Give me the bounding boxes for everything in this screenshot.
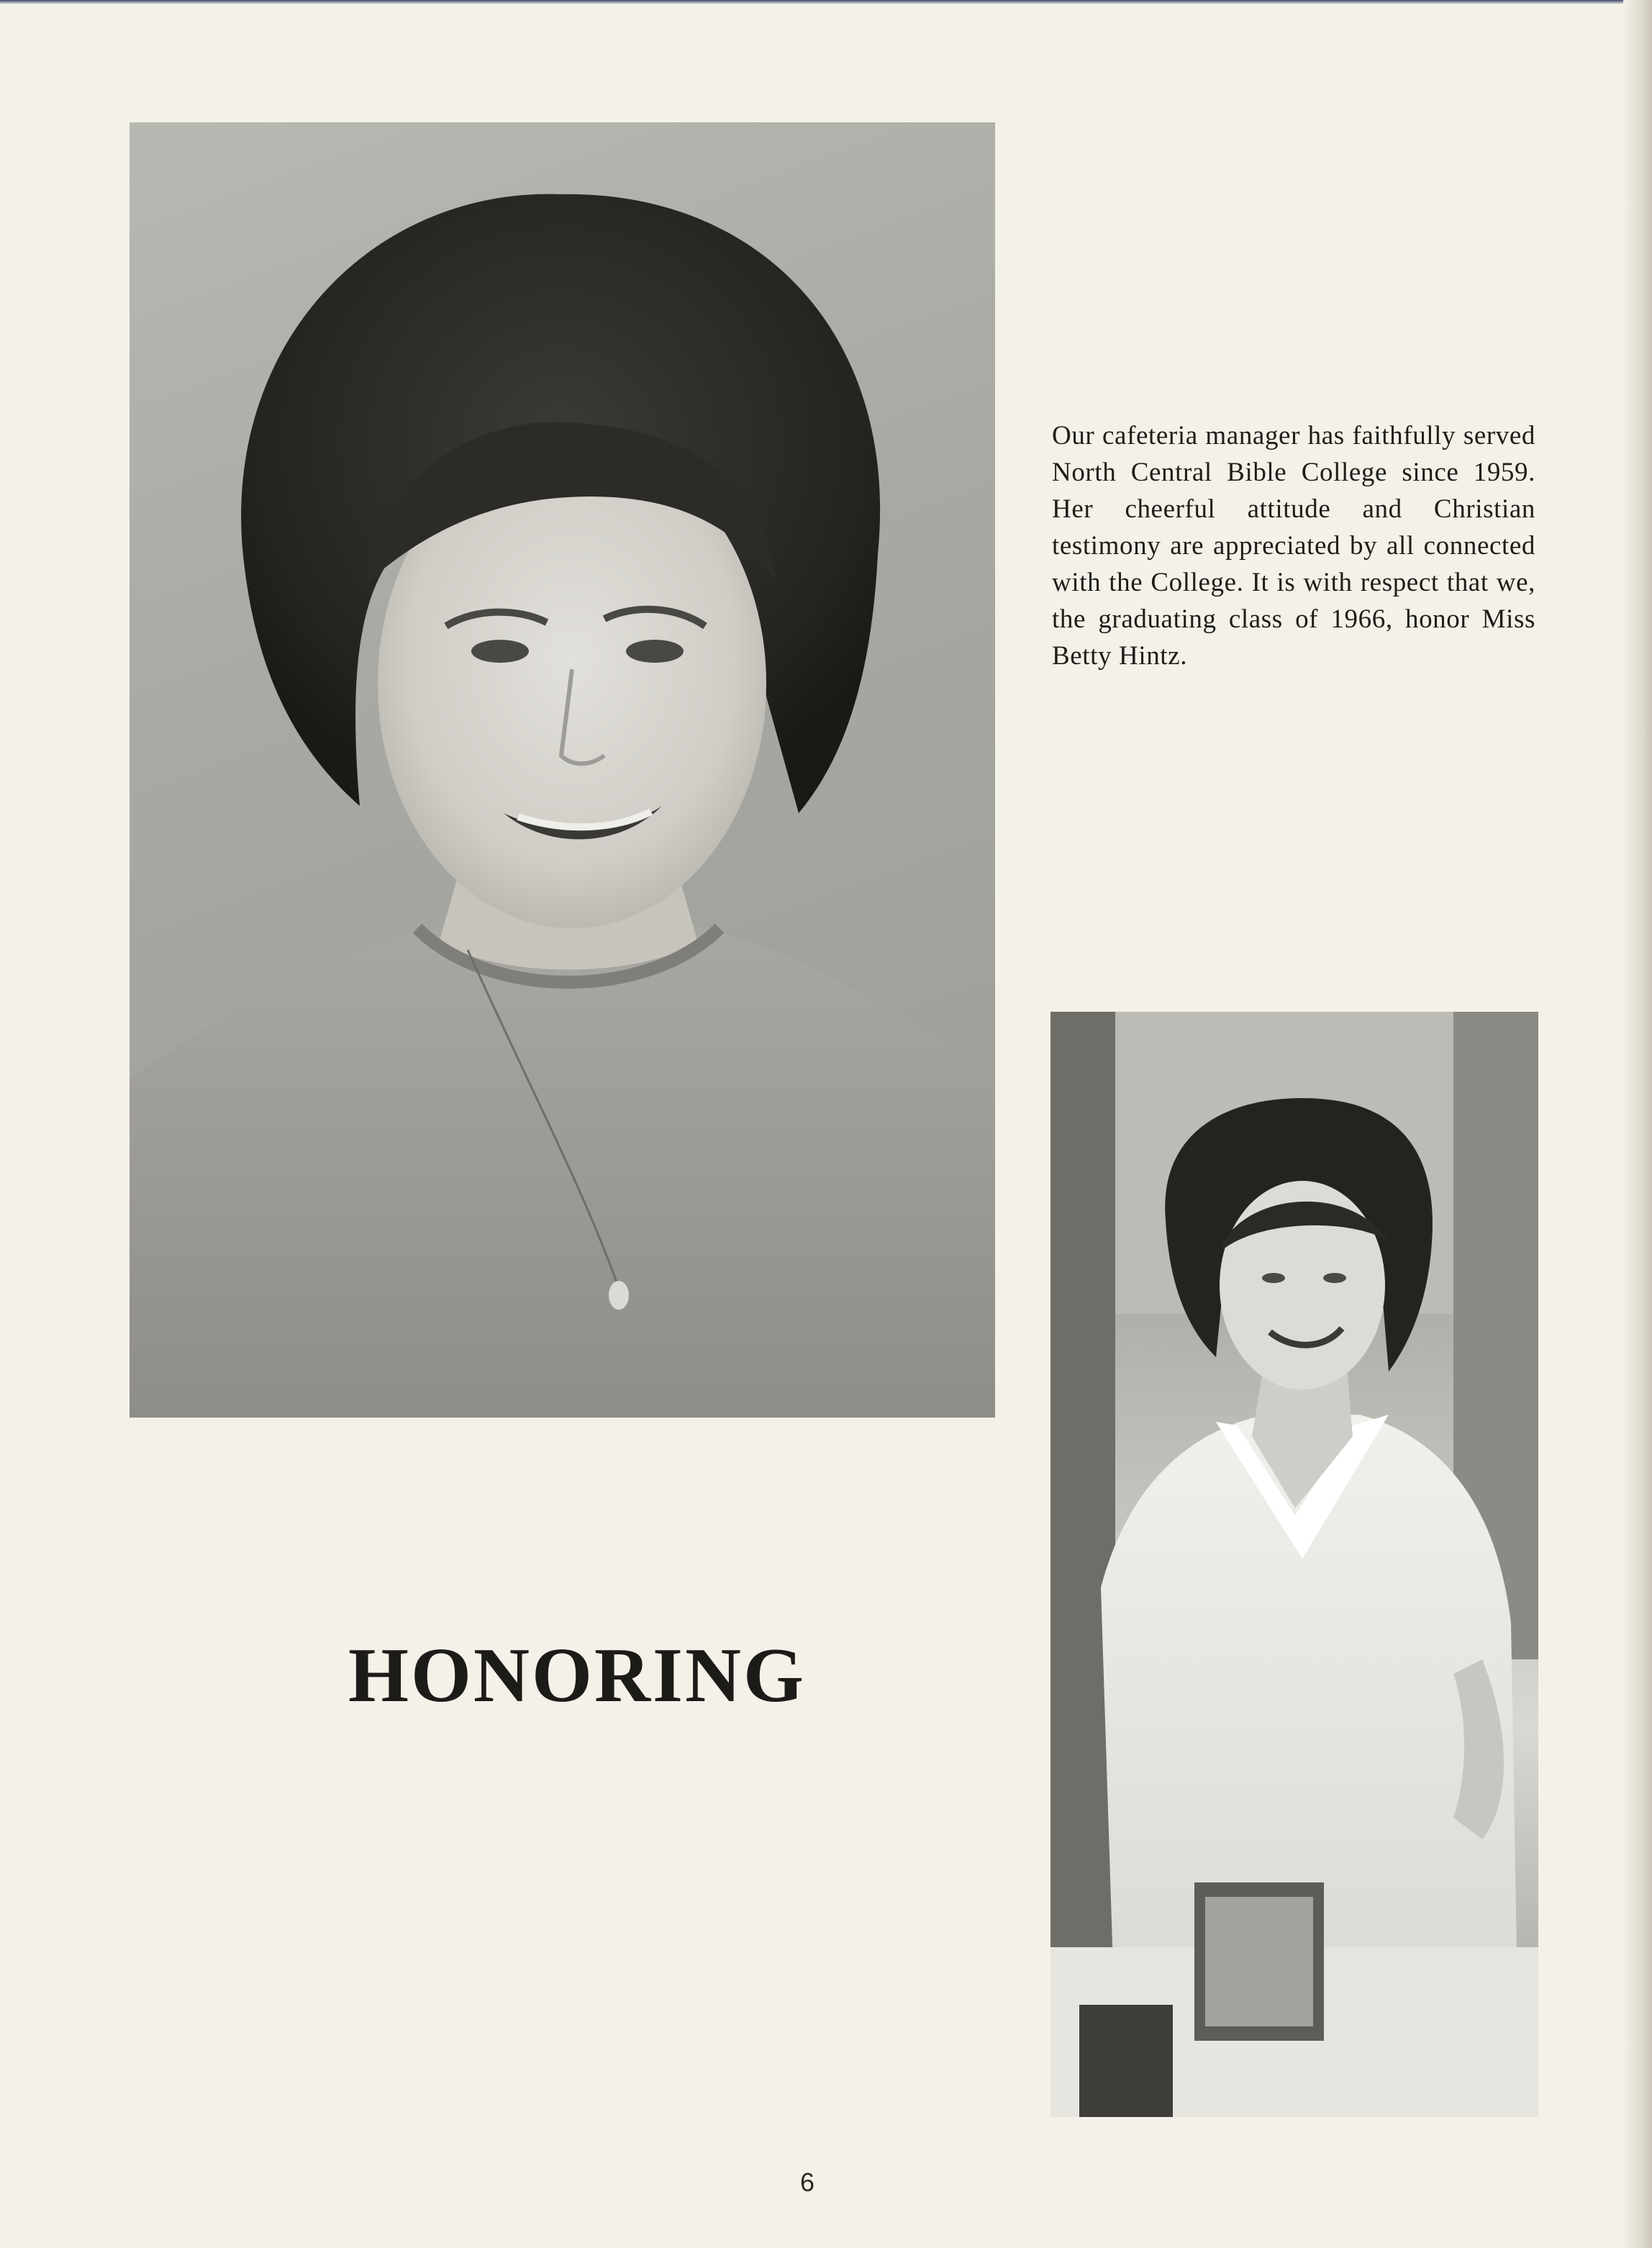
- page-edge-right: [1623, 0, 1652, 2248]
- page-edge-top: [0, 0, 1652, 4]
- page-heading: HONORING: [348, 1633, 807, 1718]
- page-number: 6: [800, 2167, 815, 2197]
- honoree-caption: Our cafeteria manager has faithfully served North Central Bible College since 1959. Her cheerful attitude and Christian testimony are appreciated by all connected with the College. It is with respect that we, the graduating class of 1966, honor Miss Betty Hintz.: [1052, 421, 1535, 671]
- portrait-photo: [130, 122, 995, 1418]
- candid-photo: [1050, 1012, 1538, 2117]
